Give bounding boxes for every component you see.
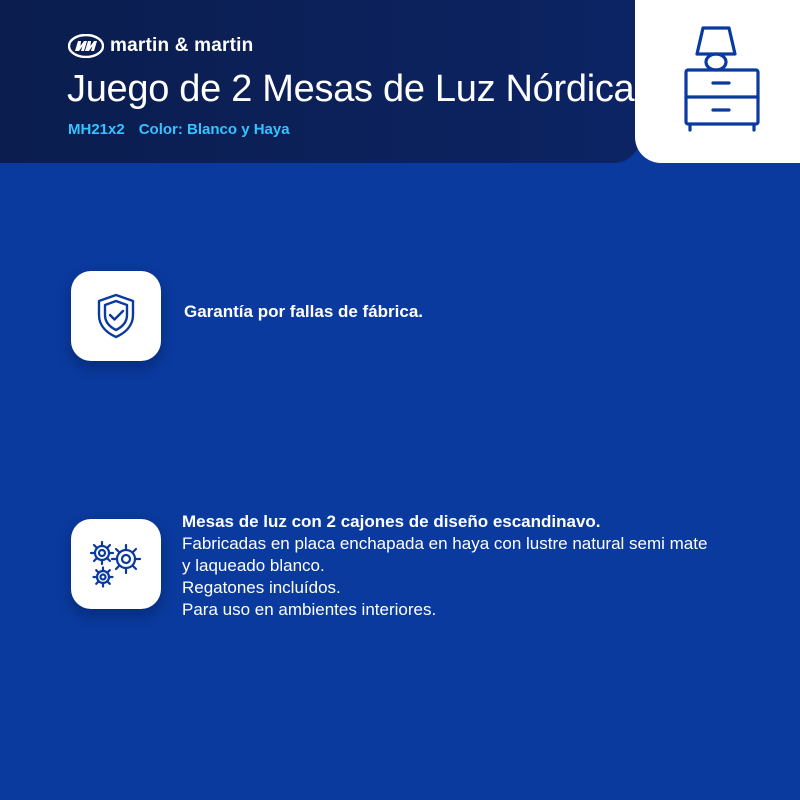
warranty-title: Garantía por fallas de fábrica.	[184, 302, 424, 321]
gears-icon	[89, 539, 143, 589]
specs-line: y laqueado blanco.	[182, 556, 325, 575]
specs-line: Regatones incluídos.	[182, 578, 341, 597]
page-title: Juego de 2 Mesas de Luz Nórdica	[67, 68, 635, 110]
shield-check-icon	[96, 293, 136, 339]
specs-line: Fabricadas en placa enchapada en haya con lustre natural semi mate	[182, 534, 708, 553]
specs-title: Mesas de luz con 2 cajones de diseño escandinavo.	[182, 512, 601, 531]
brand-name: martin & martin	[110, 35, 254, 56]
product-sku: MH21x2	[68, 121, 125, 138]
mm-logo-icon	[68, 34, 104, 58]
nightstand-lamp-icon	[681, 24, 767, 132]
specs-feature	[182, 511, 772, 621]
product-color: Color: Blanco y Haya	[138, 121, 290, 138]
brand	[68, 34, 253, 58]
header-banner	[0, 0, 640, 163]
product-meta	[68, 121, 290, 138]
specs-line: Para uso en ambientes interiores.	[182, 600, 437, 619]
specs-icon-box	[71, 519, 161, 609]
product-icon-card	[635, 0, 800, 163]
warranty-feature	[184, 301, 423, 323]
warranty-icon-box	[71, 271, 161, 361]
